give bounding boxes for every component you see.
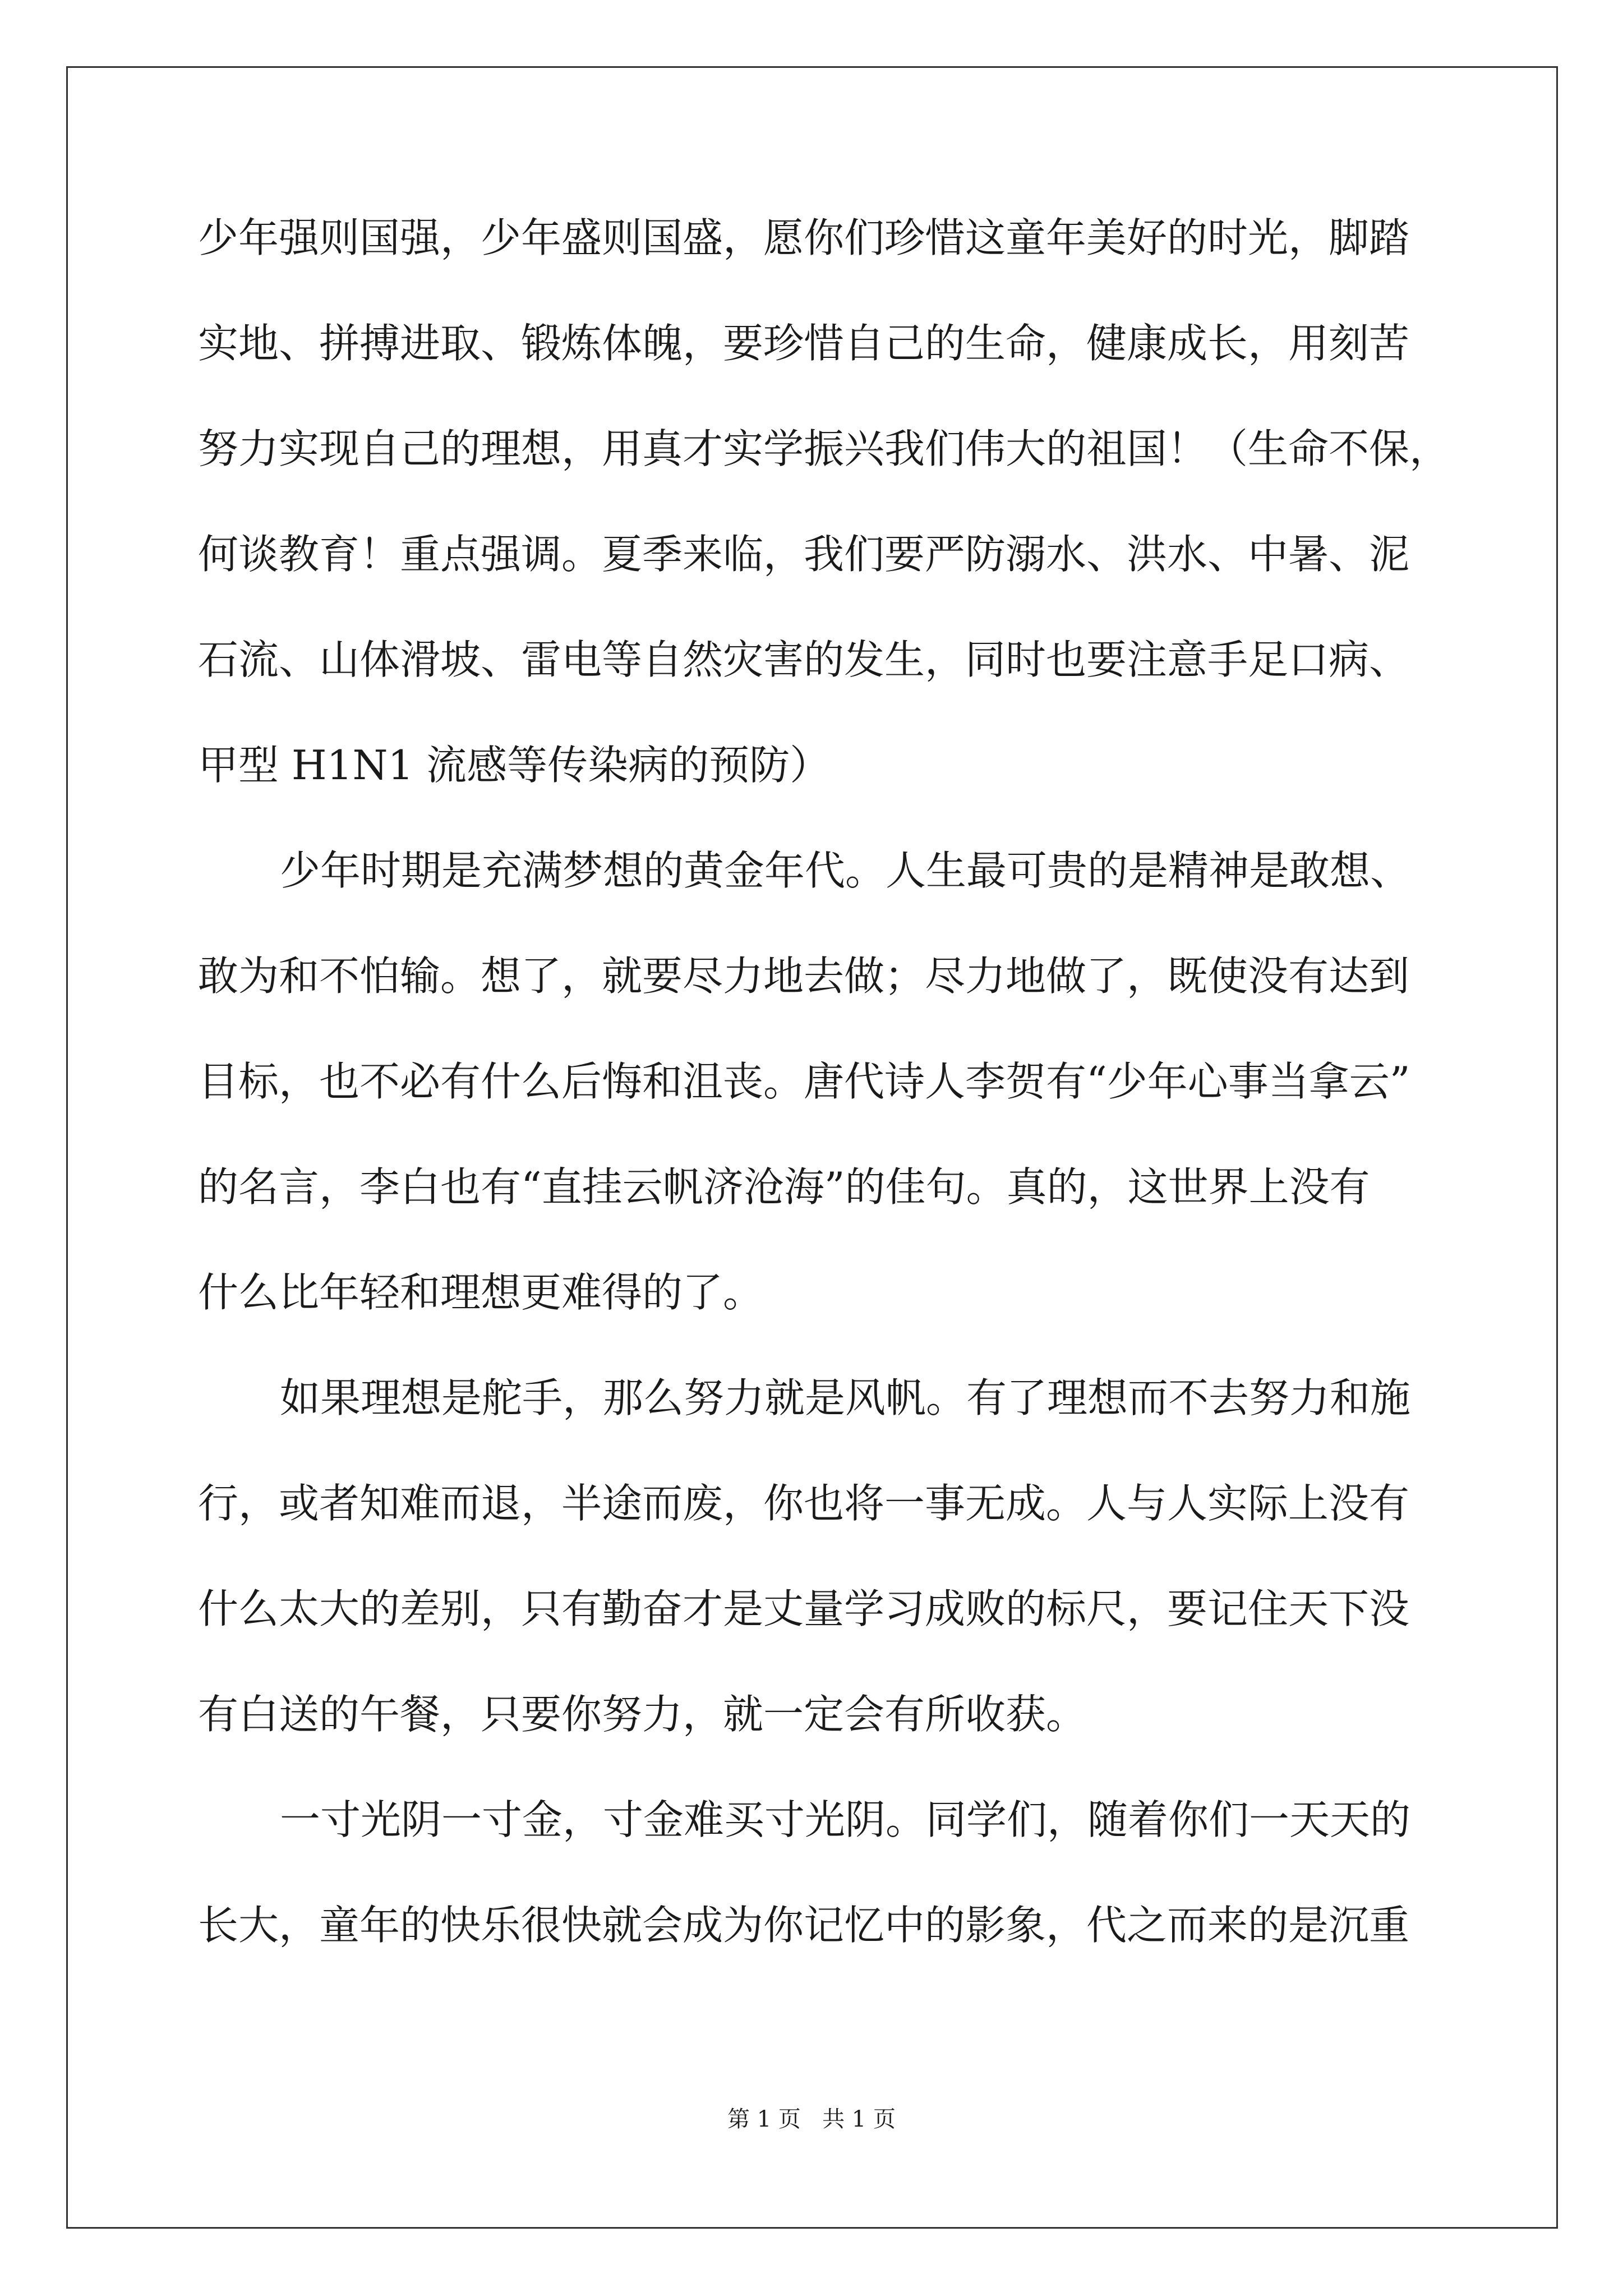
paragraph-line: 的名言，李白也有“直挂云帆济沧海”的佳句。真的，这世界上没有 [198,1163,1370,1211]
paragraph-line: 一寸光阴一寸金，寸金难买寸光阴。同学们，随着你们一天天的 [280,1796,1411,1843]
paragraph-line: 少年时期是充满梦想的黄金年代。人生最可贵的是精神是敢想、 [280,847,1411,894]
paragraph-line: 石流、山体滑坡、雷电等自然灾害的发生，同时也要注意手足口病、 [198,636,1410,683]
paragraph-line: 敢为和不怕输。想了，就要尽力地去做；尽力地做了，既使没有达到 [198,953,1410,1000]
page-number-footer: 第 1 页 共 1 页 [727,2106,896,2132]
paragraph-line: 努力实现自己的理想，用真才实学振兴我们伟大的祖国！（生命不保， [198,425,1450,472]
paragraph-line: 目标，也不必有什么后悔和沮丧。唐代诗人李贺有“少年心事当拿云” [198,1058,1410,1105]
paragraph-line: 有白送的午餐，只要你努力，就一定会有所收获。 [198,1691,1087,1738]
paragraph-line: 甲型 H1N1 流感等传染病的预防） [198,742,831,789]
paragraph-line: 长大，童年的快乐很快就会成为你记忆中的影象，代之而来的是沉重 [198,1902,1410,1949]
document-body [198,208,1450,2000]
paragraph-line: 行，或者知难而退，半途而废，你也将一事无成。人与人实际上没有 [198,1480,1410,1527]
paragraph-line: 如果理想是舵手，那么努力就是风帆。有了理想而不去努力和施 [280,1374,1411,1421]
paragraph-line: 何谈教育！重点强调。夏季来临，我们要严防溺水、洪水、中暑、泥 [198,531,1410,578]
paragraph-line: 什么太大的差别，只有勤奋才是丈量学习成败的标尺，要记住天下没 [198,1585,1410,1632]
paragraph-line: 什么比年轻和理想更难得的了。 [198,1269,764,1316]
paragraph-line: 实地、拼搏进取、锻炼体魄，要珍惜自己的生命，健康成长，用刻苦 [198,320,1410,367]
paragraph-line: 少年强则国强，少年盛则国盛，愿你们珍惜这童年美好的时光，脚踏 [198,214,1410,261]
